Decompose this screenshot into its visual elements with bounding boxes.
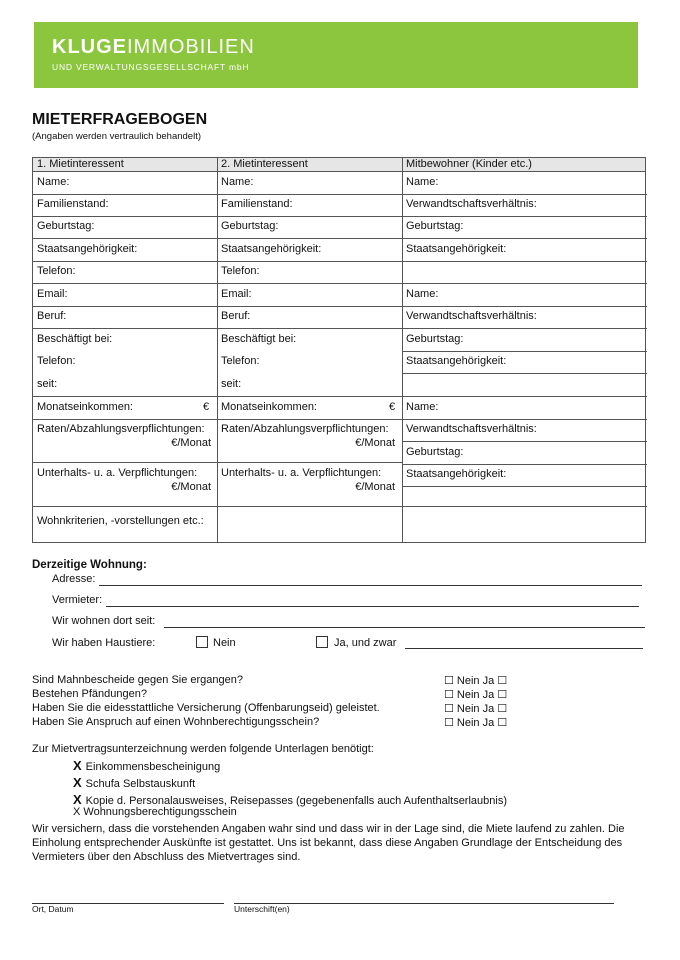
document-item: X Einkommensbescheinigung [73, 758, 221, 773]
answer-checkboxes[interactable]: ☐ Nein Ja ☐ [444, 689, 508, 701]
field-wohnkriterien[interactable]: Wohnkriterien, -vorstellungen etc.: [37, 515, 204, 527]
check-mark-icon: X [73, 758, 82, 773]
field-monatseinkommen-2[interactable]: Monatseinkommen: [221, 401, 317, 413]
answer-checkboxes[interactable]: ☐ Nein Ja ☐ [444, 717, 508, 729]
field-staatsangehoerigkeit-2[interactable]: Staatsangehörigkeit: [221, 243, 322, 255]
currency-euro-1: € [203, 401, 210, 413]
vermieter-input-line[interactable] [106, 606, 639, 607]
field-verwandtschaft-3[interactable]: Verwandtschaftsverhältnis: [406, 423, 537, 435]
label-vermieter: Vermieter: [52, 594, 103, 606]
field-mitbewohner-staat-1[interactable]: Staatsangehörigkeit: [406, 243, 507, 255]
document-item-wbs: X Wohnungsberechtigungsschein [73, 806, 237, 818]
company-logo-subtitle: UND VERWALTUNGSGESELLSCHAFT mbH [52, 62, 250, 72]
field-staatsangehoerigkeit-1[interactable]: Staatsangehörigkeit: [37, 243, 138, 255]
label-haustiere-ja: Ja, und zwar [334, 637, 397, 649]
field-mitbewohner-geburtstag-2[interactable]: Geburtstag: [406, 333, 464, 345]
field-monatseinkommen-1[interactable]: Monatseinkommen: [37, 401, 133, 413]
field-mitbewohner-name-2[interactable]: Name: [406, 288, 439, 300]
header-cohabitants: Mitbewohner (Kinder etc.) [406, 158, 532, 170]
field-familienstand-1[interactable]: Familienstand: [37, 198, 109, 210]
applicant-table [32, 157, 646, 543]
field-unterhalt-2[interactable]: Unterhalts- u. a. Verpflichtungen: [221, 467, 382, 479]
haustiere-ja-checkbox[interactable] [316, 636, 328, 648]
currency-euro-2: € [389, 401, 396, 413]
field-arbeit-telefon-2[interactable]: Telefon: [221, 355, 260, 367]
field-mitbewohner-staat-3[interactable]: Staatsangehörigkeit: [406, 468, 507, 480]
field-beruf-2[interactable]: Beruf: [221, 310, 251, 322]
wohnen-seit-input-line[interactable] [164, 627, 645, 628]
field-name-2[interactable]: Name: [221, 176, 254, 188]
section-title-wohnung: Derzeitige Wohnung: [32, 559, 147, 571]
check-mark-icon: X [73, 775, 82, 790]
field-mitbewohner-geburtstag-1[interactable]: Geburtstag: [406, 220, 464, 232]
unit-euro-monat: €/Monat [355, 481, 395, 493]
field-seit-1[interactable]: seit: [37, 378, 58, 390]
answer-checkboxes[interactable]: ☐ Nein Ja ☐ [444, 703, 508, 715]
page-subtitle: (Angaben werden vertraulich behandelt) [32, 131, 201, 142]
field-geburtstag-1[interactable]: Geburtstag: [37, 220, 95, 232]
field-geburtstag-2[interactable]: Geburtstag: [221, 220, 279, 232]
label-haustiere: Wir haben Haustiere: [52, 637, 156, 649]
field-telefon-1[interactable]: Telefon: [37, 265, 76, 277]
field-mitbewohner-name-3[interactable]: Name: [406, 401, 439, 413]
field-verwandtschaft-1[interactable]: Verwandtschaftsverhältnis: [406, 198, 537, 210]
label-ort-datum: Ort, Datum [32, 904, 74, 914]
header-applicant-2: 2. Mietinteressent [221, 158, 308, 170]
field-mitbewohner-name-1[interactable]: Name: [406, 176, 439, 188]
unit-euro-monat: €/Monat [171, 437, 211, 449]
field-raten-1[interactable]: Raten/Abzahlungsverpflichtungen: [37, 423, 205, 435]
field-email-1[interactable]: Email: [37, 288, 68, 300]
unit-euro-monat: €/Monat [355, 437, 395, 449]
label-adresse: Adresse: [52, 573, 96, 585]
document-item: X Schufa Selbstauskunft [73, 775, 196, 790]
field-mitbewohner-staat-2[interactable]: Staatsangehörigkeit: [406, 355, 507, 367]
table-header [33, 158, 645, 172]
field-beschaeftigt-1[interactable]: Beschäftigt bei: [37, 333, 113, 345]
field-name-1[interactable]: Name: [37, 176, 70, 188]
page-title: MIETERFRAGEBOGEN [32, 111, 208, 128]
signature-line[interactable] [234, 903, 614, 904]
check-mark-icon: X [73, 792, 82, 807]
question-eidesstattlich: Haben Sie die eidesstattliche Versicherung (Offenbarungseid) geleistet. [32, 702, 380, 714]
field-mitbewohner-geburtstag-3[interactable]: Geburtstag: [406, 446, 464, 458]
header-applicant-1: 1. Mietinteressent [37, 158, 124, 170]
adresse-input-line[interactable] [99, 585, 642, 586]
unit-euro-monat: €/Monat [171, 481, 211, 493]
document-item: X Kopie d. Personalausweises, Reisepasses (gegebenenfalls auch Aufenthaltserlaubnis) [73, 792, 507, 807]
field-seit-2[interactable]: seit: [221, 378, 242, 390]
question-pfaendungen: Bestehen Pfändungen? [32, 688, 147, 700]
label-wohnen-seit: Wir wohnen dort seit: [52, 615, 156, 627]
company-logo: KLUGEIMMOBILIEN [52, 36, 255, 58]
question-mahnbescheide: Sind Mahnbescheide gegen Sie ergangen? [32, 674, 243, 686]
field-telefon-2[interactable]: Telefon: [221, 265, 260, 277]
haustiere-nein-checkbox[interactable] [196, 636, 208, 648]
field-beruf-1[interactable]: Beruf: [37, 310, 67, 322]
haustiere-art-input-line[interactable] [405, 648, 643, 649]
answer-checkboxes[interactable]: ☐ Nein Ja ☐ [444, 675, 508, 687]
field-unterhalt-1[interactable]: Unterhalts- u. a. Verpflichtungen: [37, 467, 198, 479]
documents-intro: Zur Mietvertragsunterzeichnung werden folgende Unterlagen benötigt: [32, 743, 374, 755]
field-familienstand-2[interactable]: Familienstand: [221, 198, 293, 210]
declaration-text: Wir versichern, dass die vorstehenden Angaben wahr sind und dass wir in der Lage sind, die Miete laufend zu zahlen. Die Einholung entsprechender Auskünfte ist gestattet. Uns ist bekannt, dass diese Angaben Grundlage der Entscheidung des Vermieters über den Abschluss des Mietvertrages sind. [32, 823, 625, 863]
label-unterschrift: Unterschift(en) [234, 904, 290, 914]
field-email-2[interactable]: Email: [221, 288, 252, 300]
field-verwandtschaft-2[interactable]: Verwandtschaftsverhältnis: [406, 310, 537, 322]
label-haustiere-nein: Nein [213, 637, 236, 649]
field-beschaeftigt-2[interactable]: Beschäftigt bei: [221, 333, 297, 345]
question-wbs: Haben Sie Anspruch auf einen Wohnberechtigungsschein? [32, 716, 320, 728]
field-arbeit-telefon-1[interactable]: Telefon: [37, 355, 76, 367]
field-raten-2[interactable]: Raten/Abzahlungsverpflichtungen: [221, 423, 389, 435]
